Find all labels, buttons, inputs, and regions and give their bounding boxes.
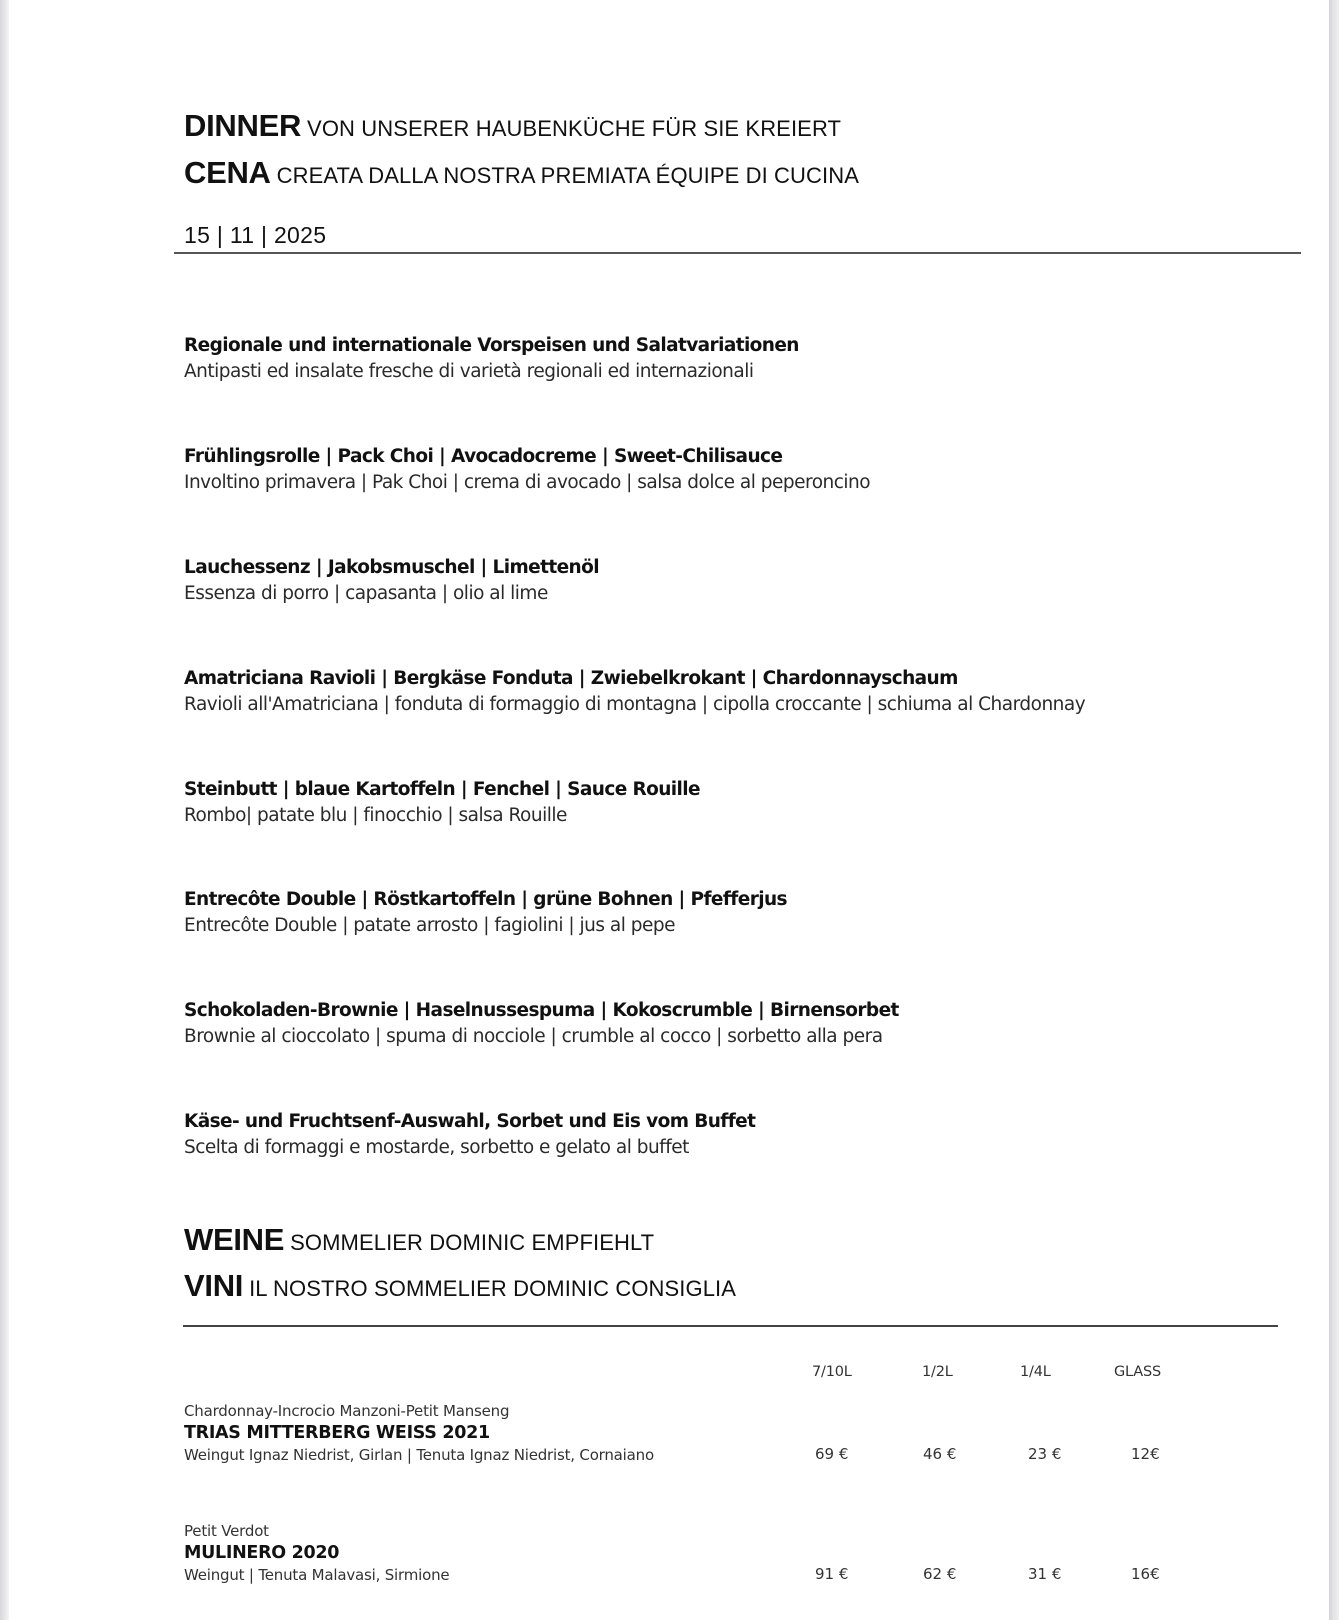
course-5-italian: Rombo| patate blu | finocchio | salsa Rouille xyxy=(184,805,567,826)
course-3 xyxy=(184,555,599,607)
vini-title xyxy=(184,1268,736,1304)
course-1-german: Regionale und internationale Vorspeisen und Salatvariationen xyxy=(184,335,799,356)
wine-1-price-7-10l: 69 € xyxy=(815,1445,849,1463)
course-1-italian: Antipasti ed insalate fresche di varietà regionali ed internazionali xyxy=(184,361,754,382)
col-head-glass: GLASS xyxy=(1114,1364,1161,1380)
vini-title-bold: VINI xyxy=(184,1268,244,1303)
wine-2-estate: Weingut | Tenuta Malavasi, Sirmione xyxy=(184,1566,450,1584)
course-3-italian: Essenza di porro | capasanta | olio al lime xyxy=(184,583,548,604)
course-8-german: Käse- und Fruchtsenf-Auswahl, Sorbet und Eis vom Buffet xyxy=(184,1111,756,1132)
course-6-italian: Entrecôte Double | patate arrosto | fagiolini | jus al pepe xyxy=(184,915,676,936)
weine-title-subtitle: SOMMELIER DOMINIC EMPFIEHLT xyxy=(290,1230,655,1255)
course-4 xyxy=(184,666,1085,718)
course-2-german: Frühlingsrolle | Pack Choi | Avocadocreme | Sweet-Chilisauce xyxy=(184,446,783,467)
course-7-italian: Brownie al cioccolato | spuma di nocciole | crumble al cocco | sorbetto alla pera xyxy=(184,1026,883,1047)
dinner-title-bold: DINNER xyxy=(184,108,302,143)
dinner-title-subtitle: VON UNSERER HAUBENKÜCHE FÜR SIE KREIERT xyxy=(307,116,842,141)
wines-divider xyxy=(183,1325,1278,1327)
wine-item-2 xyxy=(184,1521,449,1586)
col-head-1-2l: 1/2L xyxy=(922,1364,953,1380)
course-5 xyxy=(184,777,700,829)
wine-2-grape: Petit Verdot xyxy=(184,1522,269,1540)
cena-title xyxy=(184,155,859,191)
wine-2-price-1-2l: 62 € xyxy=(923,1565,957,1583)
cena-title-bold: CENA xyxy=(184,155,271,190)
weine-title-bold: WEINE xyxy=(184,1222,285,1257)
wine-1-grape: Chardonnay-Incrocio Manzoni-Petit Manseng xyxy=(184,1402,510,1420)
wine-item-1 xyxy=(184,1401,654,1466)
col-head-1-4l: 1/4L xyxy=(1020,1364,1051,1380)
vini-title-subtitle: IL NOSTRO SOMMELIER DOMINIC CONSIGLIA xyxy=(249,1276,737,1301)
wine-1-name: TRIAS MITTERBERG WEISS 2021 xyxy=(184,1423,490,1443)
course-8-italian: Scelta di formaggi e mostarde, sorbetto e gelato al buffet xyxy=(184,1137,689,1158)
course-7-german: Schokoladen-Brownie | Haselnussespuma | Kokoscrumble | Birnensorbet xyxy=(184,1000,899,1021)
course-6-german: Entrecôte Double | Röstkartoffeln | grüne Bohnen | Pfefferjus xyxy=(184,889,787,910)
course-2-italian: Involtino primavera | Pak Choi | crema di avocado | salsa dolce al peperoncino xyxy=(184,472,871,493)
wine-1-price-1-2l: 46 € xyxy=(923,1445,957,1463)
wine-2-price-glass: 16€ xyxy=(1131,1565,1160,1583)
wine-2-name: MULINERO 2020 xyxy=(184,1543,340,1563)
wine-1-price-glass: 12€ xyxy=(1131,1445,1160,1463)
dinner-title xyxy=(184,108,841,144)
course-3-german: Lauchessenz | Jakobsmuschel | Limettenöl xyxy=(184,557,599,578)
col-head-7-10l: 7/10L xyxy=(812,1364,852,1380)
course-7 xyxy=(184,998,899,1050)
menu-date: 15 | 11 | 2025 xyxy=(184,222,327,248)
wine-1-estate: Weingut Ignaz Niedrist, Girlan | Tenuta Ignaz Niedrist, Cornaiano xyxy=(184,1446,654,1464)
wine-1-price-1-4l: 23 € xyxy=(1028,1445,1062,1463)
wine-2-price-7-10l: 91 € xyxy=(815,1565,849,1583)
wine-2-price-1-4l: 31 € xyxy=(1028,1565,1062,1583)
course-8 xyxy=(184,1109,755,1161)
header-divider xyxy=(174,252,1301,254)
course-6 xyxy=(184,887,787,939)
course-4-german: Amatriciana Ravioli | Bergkäse Fonduta | Zwiebelkrokant | Chardonnayschaum xyxy=(184,668,958,689)
course-5-german: Steinbutt | blaue Kartoffeln | Fenchel | Sauce Rouille xyxy=(184,779,700,800)
cena-title-subtitle: CREATA DALLA NOSTRA PREMIATA ÉQUIPE DI CUCINA xyxy=(276,163,859,188)
course-2 xyxy=(184,444,870,496)
course-1 xyxy=(184,333,799,385)
course-4-italian: Ravioli all'Amatriciana | fonduta di formaggio di montagna | cipolla croccante | schiuma al Chardonnay xyxy=(184,694,1086,715)
weine-title xyxy=(184,1222,654,1258)
